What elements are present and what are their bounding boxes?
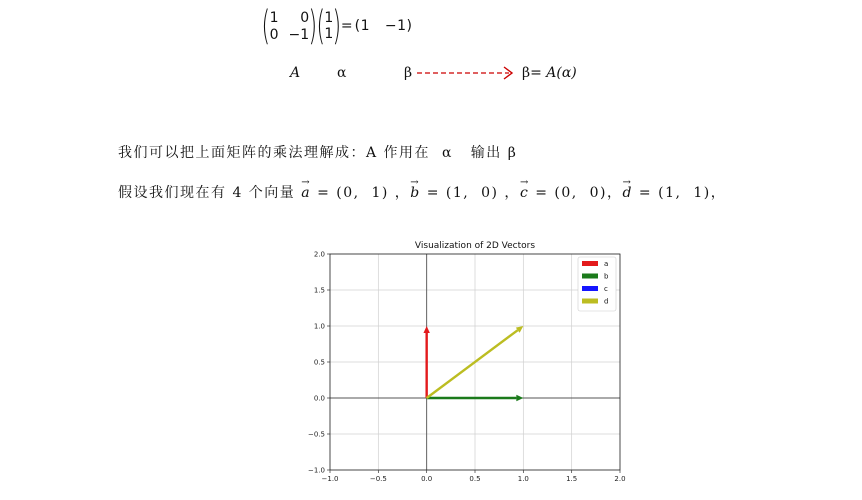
vector-arrow-icon: →: [301, 177, 312, 188]
paragraph-1: 我们可以把上面矩阵的乘法理解成：A 作用在 α 输出 β: [118, 145, 518, 161]
vector-arrow-icon: →: [519, 177, 530, 188]
matrix-cell: 1: [269, 9, 279, 26]
equation-result: (1 −1): [354, 18, 413, 34]
legend-label-b: b: [604, 272, 609, 281]
y-tick-label: 0.0: [313, 394, 325, 403]
x-tick-label: 1.5: [566, 475, 578, 483]
symbol-beta: β: [404, 65, 413, 81]
y-tick-label: 2.0: [313, 250, 325, 259]
vector-cell: 1: [324, 26, 334, 42]
vector-b-symbol: [410, 177, 421, 201]
vector-chart: [300, 236, 640, 498]
x-tick-label: 0.5: [469, 475, 481, 483]
y-tick-label: 1.0: [313, 322, 325, 331]
vector-arrow-icon: →: [410, 177, 421, 188]
legend-label-d: d: [604, 297, 609, 306]
vector-a-value: = (0, 1) ，: [311, 185, 411, 201]
matrix-equation: [261, 3, 413, 49]
left-paren: (: [316, 3, 325, 49]
vector-arrow-icon: →: [622, 177, 633, 188]
matrix-cell: 0: [300, 9, 310, 26]
result-prefix: β=: [522, 65, 547, 81]
symbol-row: [0, 63, 862, 85]
equals-sign: =: [340, 18, 353, 34]
right-paren: ): [308, 3, 318, 49]
vector-a-head: [423, 326, 429, 333]
legend-swatch-c: [582, 286, 598, 291]
vector-c-value: = (0, 0)，: [529, 185, 623, 201]
dashed-arrow-icon: [415, 63, 519, 87]
legend-label-a: a: [604, 260, 609, 268]
matrix-cell: 0: [269, 26, 279, 43]
matrix-cell: −1: [288, 26, 310, 43]
x-tick-label: 1.0: [517, 475, 529, 483]
x-tick-label: −1.0: [321, 475, 339, 483]
legend-swatch-b: [582, 274, 598, 279]
x-tick-label: −0.5: [369, 475, 387, 483]
y-tick-label: 0.5: [313, 358, 325, 367]
legend-swatch-a: [582, 261, 598, 266]
result-expr: A(α): [546, 65, 577, 81]
vector-c-name: c: [519, 185, 530, 201]
right-paren: ): [332, 3, 342, 49]
matrix: [270, 10, 310, 43]
y-tick-label: −0.5: [308, 430, 325, 439]
y-tick-label: −1.0: [308, 466, 325, 475]
vector-cell: 1: [324, 10, 334, 26]
vector-b-name: b: [410, 185, 421, 201]
vector-d-value: = (1, 1)，: [632, 185, 727, 201]
vector-c-symbol: [519, 177, 530, 201]
symbol-A: A: [290, 65, 301, 81]
legend-swatch-d: [582, 299, 598, 304]
chart-svg: [300, 236, 640, 498]
x-tick-label: 0.0: [421, 475, 433, 483]
vector-b-value: = (1, 0) ，: [420, 185, 520, 201]
left-paren: (: [261, 3, 271, 49]
vector-d-name: d: [622, 185, 633, 201]
legend-label-c: c: [604, 285, 608, 293]
vector-a-name: a: [301, 185, 312, 201]
x-tick-label: 2.0: [614, 475, 626, 483]
paragraph-2: [118, 177, 727, 202]
vector-d-symbol: [622, 177, 633, 201]
result-expression: [522, 65, 577, 81]
vector-a-symbol: [301, 177, 312, 201]
chart-title: Visualization of 2D Vectors: [414, 241, 536, 251]
paragraph-2-prefix: 假设我们现在有 4 个向量: [118, 185, 302, 201]
vector-b-head: [516, 395, 523, 401]
symbol-alpha: α: [337, 65, 347, 81]
y-tick-label: 1.5: [313, 286, 325, 295]
vector-d-shaft: [427, 330, 518, 398]
